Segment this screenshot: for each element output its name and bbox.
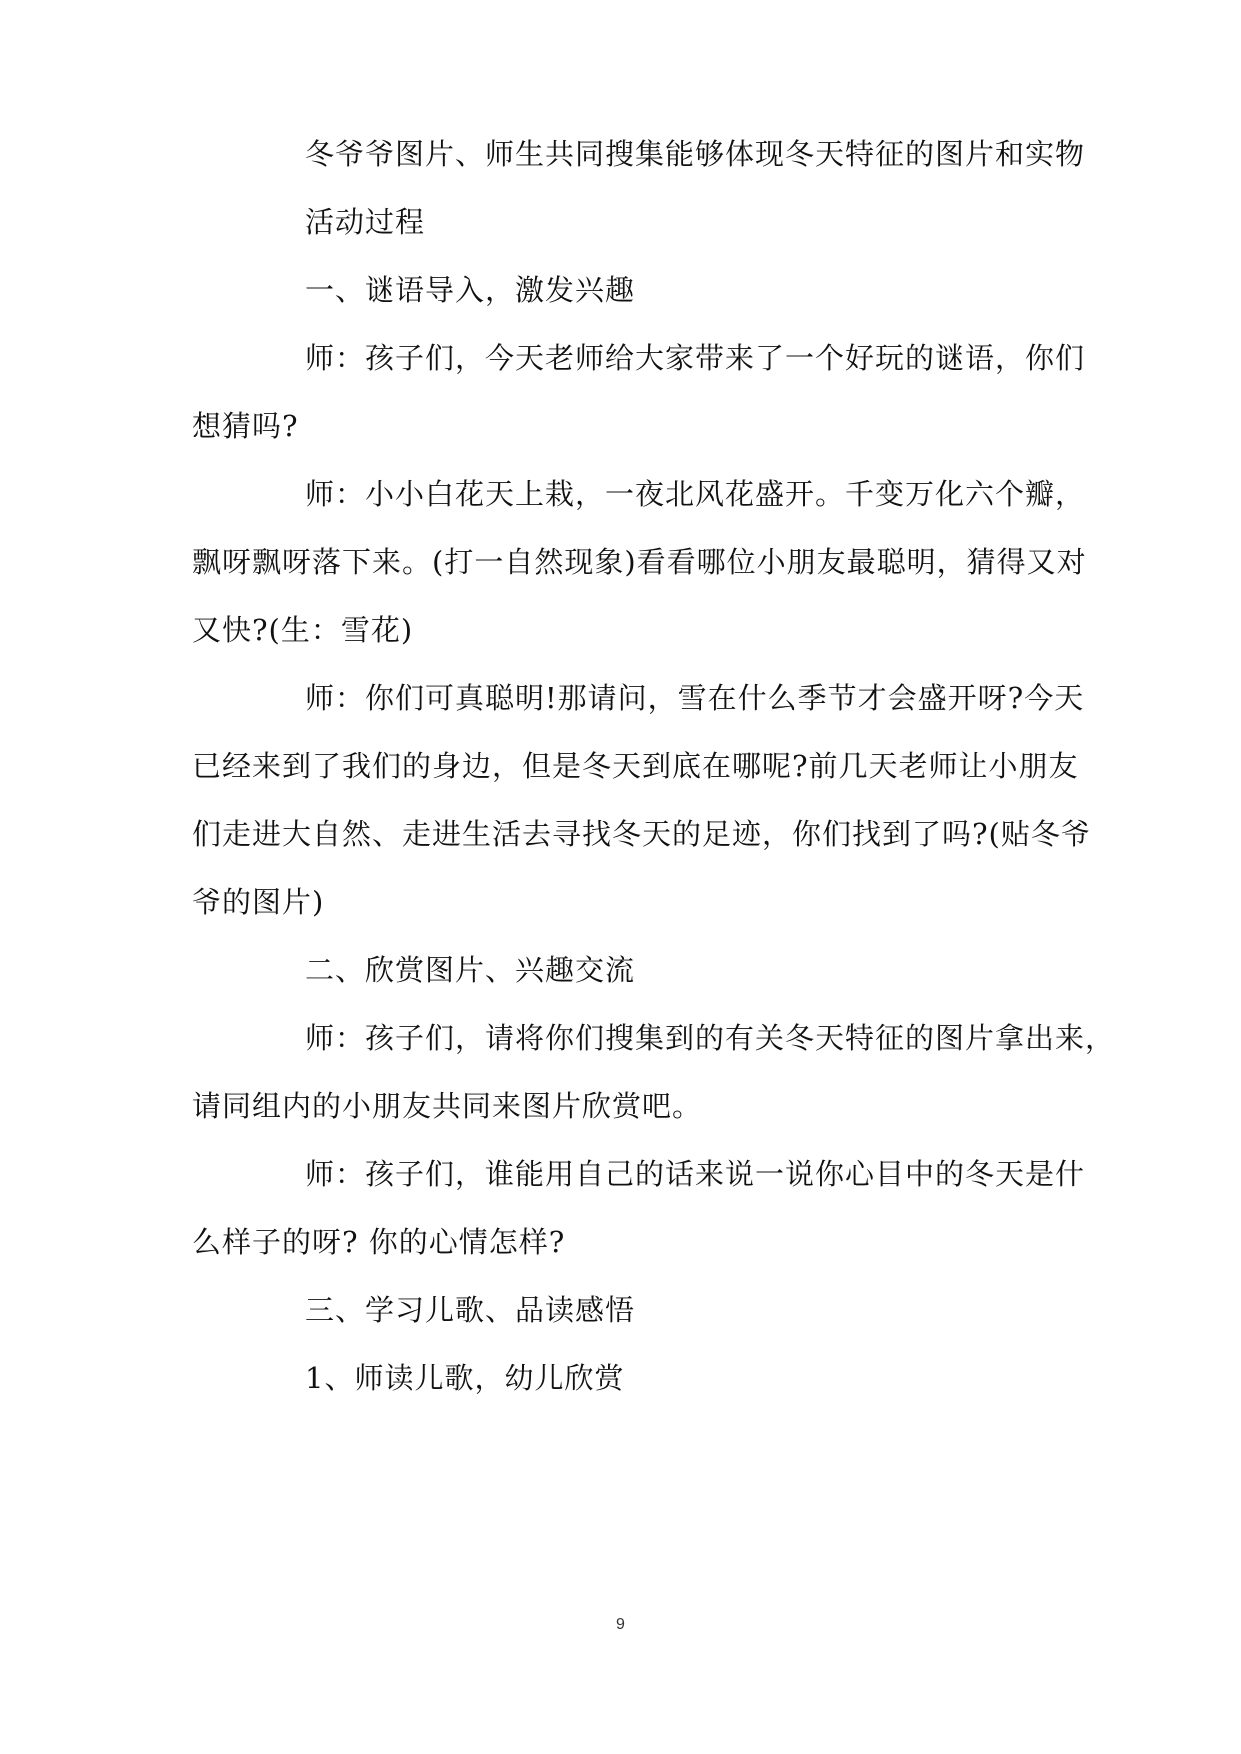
paragraph-line: 请同组内的小朋友共同来图片欣赏吧。 — [192, 1089, 703, 1123]
paragraph-line: 师：孩子们，请将你们搜集到的有关冬天特征的图片拿出来， — [305, 1021, 1116, 1055]
section-heading-1: 一、谜语导入，激发兴趣 — [305, 273, 636, 307]
paragraph-line: 师：你们可真聪明!那请问，雪在什么季节才会盛开呀?今天 — [305, 681, 1085, 715]
materials-line: 冬爷爷图片、师生共同搜集能够体现冬天特征的图片和实物 — [305, 137, 1086, 171]
list-item: 1、师读儿歌，幼儿欣赏 — [305, 1361, 625, 1395]
section-heading-activity-process: 活动过程 — [305, 205, 426, 239]
section-heading-2: 二、欣赏图片、兴趣交流 — [305, 953, 636, 987]
paragraph-line: 爷的图片) — [192, 885, 325, 919]
page-number: 9 — [616, 1616, 625, 1633]
paragraph-line: 师：小小白花天上栽，一夜北风花盛开。千变万化六个瓣， — [305, 477, 1086, 511]
paragraph-line: 又快?(生：雪花) — [192, 613, 414, 647]
paragraph-line: 想猜吗? — [192, 409, 299, 443]
paragraph-line: 师：孩子们，今天老师给大家带来了一个好玩的谜语，你们 — [305, 341, 1086, 375]
paragraph-line: 么样子的呀? 你的心情怎样? — [192, 1225, 566, 1259]
paragraph-line: 师：孩子们，谁能用自己的话来说一说你心目中的冬天是什 — [305, 1157, 1086, 1191]
paragraph-line: 们走进大自然、走进生活去寻找冬天的足迹，你们找到了吗?(贴冬爷 — [192, 817, 1091, 851]
paragraph-line: 飘呀飘呀落下来。(打一自然现象)看看哪位小朋友最聪明，猜得又对 — [192, 545, 1087, 579]
paragraph-line: 已经来到了我们的身边，但是冬天到底在哪呢?前几天老师让小朋友 — [192, 749, 1079, 783]
section-heading-3: 三、学习儿歌、品读感悟 — [305, 1293, 636, 1327]
